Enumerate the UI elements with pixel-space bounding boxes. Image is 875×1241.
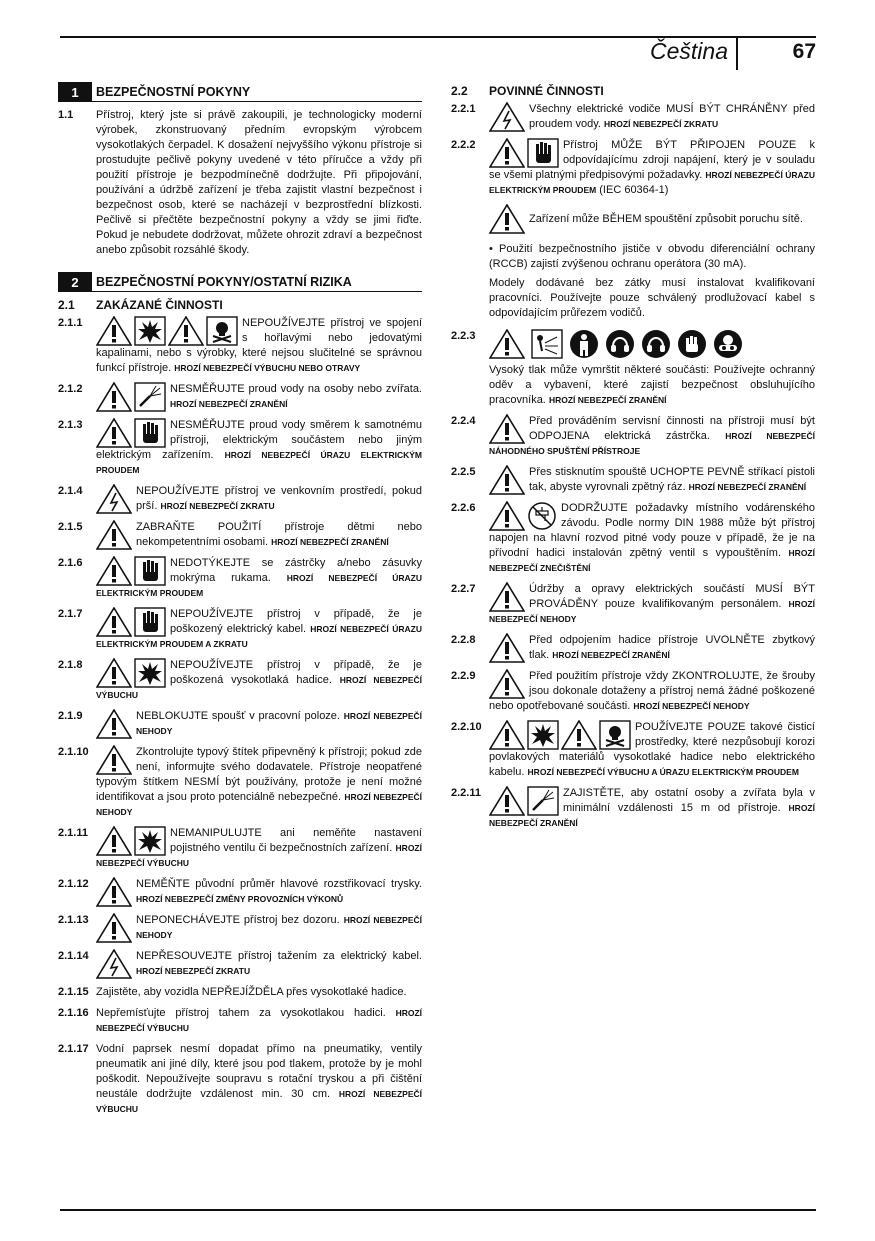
warning-icon — [561, 720, 597, 750]
item-2-2-9 — [451, 669, 815, 714]
explosion-icon — [134, 658, 166, 688]
footer-rule — [60, 1209, 816, 1211]
electric-hand-icon — [527, 138, 559, 168]
subsection-number: 2.1 — [58, 298, 75, 312]
flying-debris-icon — [531, 329, 563, 359]
hazard-note: HROZÍ NEBEZPEČÍ ZMĚNY PROVOZNÍCH VÝKONŮ — [136, 894, 344, 904]
item-2-2-4 — [451, 414, 815, 459]
item-network-notice — [451, 204, 815, 236]
hazard-note: HROZÍ NEBEZPEČÍ ZRANĚNÍ — [548, 395, 667, 405]
subsection-title: ZAKÁZANÉ ČINNOSTI — [96, 298, 223, 312]
item-2-2-1 — [451, 102, 815, 132]
hazard-note: HROZÍ NEBEZPEČÍ ZRANĚNÍ — [688, 482, 807, 492]
item-text: Zařízení může BĚHEM spouštění způsobit poruchu sítě. — [529, 213, 803, 225]
no-drinking-water-icon — [527, 501, 557, 531]
toxic-skull-icon — [599, 720, 631, 750]
item-number: 1.1 — [58, 109, 74, 121]
item-2-1-3 — [58, 418, 422, 478]
item-text: Nepřemísťujte přístroj tahem za vysokotlakou hadici. — [96, 1007, 386, 1019]
warning-icon — [489, 138, 525, 168]
item-number: 2.2.8 — [451, 634, 476, 646]
item-number: 2.1.9 — [58, 710, 83, 722]
item-number: 2.2.4 — [451, 415, 476, 427]
warning-icon — [96, 316, 132, 346]
item-2-1-8 — [58, 658, 422, 703]
item-text: NEMĚŇTE původní průměr hlavové rozstřikovací trysky. — [136, 878, 422, 890]
item-text: Před odpojením hadice přístroje UVOLNĚTE zbytkový tlak. — [529, 634, 815, 661]
item-2-2-11 — [451, 786, 815, 831]
hazard-note: HROZÍ NEBEZPEČÍ NEHODY — [136, 711, 422, 736]
warning-icon — [489, 414, 525, 444]
hazard-note: HROZÍ NEBEZPEČÍ ÚRAZU ELEKTRICKÝM PROUDEM — [96, 573, 422, 598]
item-number: 2.1.13 — [58, 914, 89, 926]
hazard-note: HROZÍ NEBEZPEČÍ ZRANĚNÍ — [271, 537, 389, 547]
item-number: 2.1.2 — [58, 383, 83, 395]
hazard-note: HROZÍ NEBEZPEČÍ VÝBUCHU A ÚRAZU ELEKTRICKÝM PROUDEM — [527, 767, 799, 777]
section-2-header — [58, 272, 422, 292]
language-label: Čeština — [650, 38, 728, 64]
item-2-1-13 — [58, 913, 422, 943]
warning-icon — [489, 669, 525, 699]
hazard-note: HROZÍ NEBEZPEČÍ ZRANĚNÍ — [552, 650, 670, 660]
item-2-2-6 — [451, 501, 815, 576]
hazard-note: HROZÍ NEBEZPEČÍ NEHODY — [96, 792, 423, 817]
warning-icon — [489, 465, 525, 495]
hazard-note: HROZÍ NEBEZPEČÍ ÚRAZU ELEKTRICKÝM PROUDEM — [489, 170, 815, 195]
item-text: DODRŽUJTE požadavky místního vodárenského závodu. Podle normy DIN 1988 může být přístroj napojen na hlavní rozvod pitné vody pouze v případě, že je na přívodní hadici instalován zpětný ventil s vypouštěním. — [489, 502, 815, 559]
warning-icon — [96, 709, 132, 739]
warning-icon — [96, 382, 132, 412]
electric-warning-icon — [96, 949, 132, 979]
warning-icon — [96, 520, 132, 550]
warning-icon — [96, 745, 132, 775]
item-text: NEPOUŽÍVEJTE přístroj v případě, že je poškozená vysokotlaká hadice. — [170, 659, 422, 686]
warning-icon — [489, 501, 525, 531]
item-2-2-5 — [451, 465, 815, 495]
warning-icon — [96, 913, 132, 943]
item-text: NEPONECHÁVEJTE přístroj bez dozoru. — [136, 914, 340, 926]
hazard-note: HROZÍ NEBEZPEČÍ VÝBUCHU — [96, 843, 422, 868]
item-text: Všechny elektrické vodiče MUSÍ BÝT CHRÁNĚNY před proudem vody. — [529, 103, 815, 130]
hazard-note: HROZÍ NEBEZPEČÍ VÝBUCHU NEBO OTRAVY — [174, 363, 361, 373]
item-number: 2.1.1 — [58, 317, 83, 329]
explosion-icon — [134, 826, 166, 856]
hazard-note: HROZÍ NEBEZPEČÍ ZKRATU — [604, 119, 719, 129]
subsection-title: POVINNÉ ČINNOSTI — [489, 84, 604, 98]
item-2-1-4 — [58, 484, 422, 514]
section-number: 2 — [58, 272, 92, 292]
item-text: Přes stisknutím spouště UCHOPTE PEVNĚ stříkací pistoli tak, abyste vyrovnali zpětný ráz. — [529, 466, 815, 493]
warning-icon — [489, 204, 525, 234]
hazard-note: HROZÍ NEBEZPEČÍ ÚRAZU ELEKTRICKÝM PROUDEM — [96, 450, 422, 475]
right-column — [451, 82, 815, 837]
item-2-1-1 — [58, 316, 422, 376]
hazard-note: HROZÍ NEBEZPEČÍ VÝBUCHU — [96, 1008, 423, 1033]
item-2-1-9 — [58, 709, 422, 739]
item-text: Vysoký tlak může vymrštit některé součásti: Používejte ochranný oděv a vybavení, které zajistí bezpečnost obsluhujícího pracovníka. — [489, 364, 815, 406]
item-2-1-10 — [58, 745, 422, 820]
item-number: 2.2.11 — [451, 787, 481, 799]
item-2-1-14 — [58, 949, 422, 979]
item-number: 2.1.15 — [58, 986, 89, 998]
hazard-note: HROZÍ NEBEZPEČÍ ZKRATU — [136, 966, 251, 976]
warning-icon — [96, 658, 132, 688]
item-text: Před použitím přístroje vždy ZKONTROLUJTE, že šrouby jsou dokonale dotaženy a přístroj nemá žádné poškozené nebo opotřebované součásti. — [489, 670, 815, 712]
item-text: NEPOUŽÍVEJTE přístroj v případě, že je poškozený elektrický kabel. — [170, 608, 422, 635]
item-number: 2.1.11 — [58, 827, 88, 839]
item-text: ZABRAŇTE POUŽITÍ přístroje dětmi nebo nekompetentními osobami. — [136, 521, 422, 548]
item-text: Zajistěte, aby vozidla NEPŘEJÍŽDĚLA přes vysokotlaké hadice. — [96, 986, 407, 998]
protective-suit-icon — [569, 329, 599, 359]
subsection-number: 2.2 — [451, 84, 468, 98]
item-number: 2.1.6 — [58, 557, 83, 569]
item-text: Vodní paprsek nesmí dopadat přímo na pneumatiky, ventily pneumatik ani jiné díly, které jsou pod tlakem, protože by je mohl poškodit. Nepoužívejte soupravu s rotační tryskou a při čištění neustále dodržujte vzdálenost min. 30 cm. — [96, 1043, 422, 1100]
item-number: 2.1.8 — [58, 659, 83, 671]
item-text: NEBLOKUJTE spoušť v pracovní poloze. — [136, 710, 340, 722]
ear-protection-icon — [641, 329, 671, 359]
item-text: Přístroj MŮŽE BÝT PŘIPOJEN POUZE k odpovídajícímu zdroji napájení, který je v souladu se všemi platnými předpisovými požadavky. — [489, 139, 815, 181]
warning-icon — [96, 607, 132, 637]
hazard-note: HROZÍ NEBEZPEČÍ ÚRAZU ELEKTRICKÝM PROUDEM A ZKRATU — [96, 624, 422, 649]
item-text: NEMANIPULUJTE ani neměňte nastavení pojistného ventilu či bezpečnostních zařízení. — [170, 827, 422, 854]
item-number: 2.1.10 — [58, 746, 89, 758]
warning-icon — [489, 329, 525, 359]
section-1-header — [58, 82, 422, 102]
item-2-1-2 — [58, 382, 422, 412]
item-2-2-10 — [451, 720, 815, 780]
hazard-note: HROZÍ NEBEZPEČÍ NEHODY — [489, 599, 815, 624]
item-text: NEPŘESOUVEJTE přístroj tažením za elektrický kabel. — [136, 950, 422, 962]
hazard-note: HROZÍ NEBEZPEČÍ VÝBUCHU — [96, 1089, 422, 1114]
item-number: 2.1.14 — [58, 950, 89, 962]
hazard-note: HROZÍ NEBEZPEČÍ ZRANĚNÍ — [170, 399, 288, 409]
rccb-bullet: • Použití bezpečnostního jističe v obvodu diferenciální ochrany (RCCB) zajistí zvýšenou ochranu operátora (30 mA). — [489, 243, 815, 270]
item-2-1-7 — [58, 607, 422, 652]
page-number: 67 — [792, 40, 816, 63]
item-text: POUŽÍVEJTE POUZE takové čisticí prostředky, které nezpůsobují korozi povlakových materiálů vysokotlaké hadice nebo elektrického kabelu. — [489, 721, 815, 778]
warning-icon — [96, 877, 132, 907]
item-number: 2.1.16 — [58, 1007, 89, 1019]
electric-hand-icon — [134, 556, 166, 586]
item-number: 2.1.3 — [58, 419, 83, 431]
item-number: 2.2.10 — [451, 721, 482, 733]
item-2-2-8 — [451, 633, 815, 663]
section-title: BEZPEČNOSTNÍ POKYNY — [92, 82, 422, 102]
subsection-2-2 — [451, 84, 815, 98]
item-2-2-2 — [451, 138, 815, 198]
item-number: 2.2.3 — [451, 330, 476, 342]
warning-icon — [489, 633, 525, 663]
hazard-note: HROZÍ NEBEZPEČÍ ZNEČIŠTĚNÍ — [489, 548, 815, 573]
item-2-1-15 — [58, 985, 422, 1000]
item-text: Přístroj, který jste si právě zakoupili, je technologicky moderní výrobek, zkonstruovaný předním evropským výrobcem vysokotlakých čerpadel. K dosažení nejvyššího výkonu přístroje si prostudujte pečlivě pokyny uvedené v této příručce a vždy při použití přístroje je bezpodmínečně dodržujte. Při připojování, používání a údržbě zařízení je třeba zajistit vlastní bezpečnost i bezpečnost osob, které se nacházejí v bezprostřední blízkosti. Pečlivě si přečtěte bezpečnostní pokyny a vždy se jimi řiďte. Pokud je nebudete dodržovat, můžete ohrozit zdraví a bezpečnost anebo způsobit rozsáhlé škody. — [96, 109, 422, 256]
warning-icon — [168, 316, 204, 346]
item-number: 2.2.2 — [451, 139, 476, 151]
warning-icon — [489, 582, 525, 612]
item-number: 2.1.5 — [58, 521, 83, 533]
gloves-icon — [677, 329, 707, 359]
standard-ref: (IEC 60364-1) — [599, 184, 669, 196]
warning-icon — [96, 826, 132, 856]
item-2-1-11 — [58, 826, 422, 871]
item-text: NEPOUŽÍVEJTE přístroj ve venkovním prostředí, pokud prší. — [136, 485, 422, 512]
toxic-skull-icon — [206, 316, 238, 346]
item-2-2-7 — [451, 582, 815, 627]
hazard-note: HROZÍ NEBEZPEČÍ ZKRATU — [160, 501, 275, 511]
hazard-note: HROZÍ NEBEZPEČÍ NÁHODNÉHO SPUŠTĚNÍ PŘÍSTROJE — [489, 431, 815, 456]
item-number: 2.1.12 — [58, 878, 89, 890]
goggles-icon — [713, 329, 743, 359]
spray-person-icon — [527, 786, 559, 816]
explosion-icon — [134, 316, 166, 346]
warning-icon — [489, 786, 525, 816]
electric-hand-icon — [134, 607, 166, 637]
item-number: 2.1.17 — [58, 1043, 89, 1055]
item-2-1-6 — [58, 556, 422, 601]
item-1-1 — [58, 108, 422, 258]
section-number: 1 — [58, 82, 92, 102]
header-divider — [736, 38, 738, 70]
item-number: 2.1.4 — [58, 485, 83, 497]
hazard-note: HROZÍ NEBEZPEČÍ NEHODY — [136, 915, 423, 940]
item-text: ZAJISTĚTE, aby ostatní osoby a zvířata byla v minimální vzdálenosti 15 m od přístroje. — [563, 787, 815, 814]
electric-hand-icon — [134, 418, 166, 448]
warning-icon — [96, 556, 132, 586]
item-2-1-16 — [58, 1006, 422, 1036]
item-number: 2.2.7 — [451, 583, 476, 595]
item-text: NESMĚŘUJTE proud vody směrem k samotnému přístroji, elektrickým součástem nebo jiným elektrickým zařízením. — [96, 419, 422, 461]
item-text: Před prováděním servisní činnosti na přístroji musí být ODPOJENA elektrická zástrčka. — [529, 415, 815, 442]
explosion-icon — [527, 720, 559, 750]
item-text: Zkontrolujte typový štítek připevněný k přístroji; pokud zde není, informujte svého dodavatele. Přístroje neopatřené typovým štítkem NESMÍ být používány, protože je není možné identifikovat a jsou proto potenciálně nebezpečné. — [96, 746, 422, 803]
item-2-1-12 — [58, 877, 422, 907]
item-text: NEPOUŽÍVEJTE přístroj ve spojení s hořlavými nebo jedovatými kapalinami, nebo s výrobky, které nejsou slučitelné se správnou funkcí přístroje. — [96, 317, 422, 374]
electric-warning-icon — [489, 102, 525, 132]
item-2-1-5 — [58, 520, 422, 550]
item-number: 2.2.1 — [451, 103, 476, 115]
item-2-2-3 — [451, 329, 815, 408]
item-number: 2.1.7 — [58, 608, 83, 620]
electric-warning-icon — [96, 484, 132, 514]
left-column — [58, 82, 422, 1123]
item-number: 2.2.5 — [451, 466, 476, 478]
warning-icon — [96, 418, 132, 448]
item-text: Údržby a opravy elektrických součástí MUSÍ BÝT PROVÁDĚNY pouze kvalifikovaným personálem. — [529, 583, 815, 610]
section-title: BEZPEČNOSTNÍ POKYNY/OSTATNÍ RIZIKA — [92, 272, 422, 292]
subsection-2-1 — [58, 298, 422, 312]
spray-person-icon — [134, 382, 166, 412]
hazard-note: HROZÍ NEBEZPEČÍ ZRANĚNÍ — [489, 803, 815, 828]
extension-cable-note: Modely dodávané bez zátky musí instalovat kvalifikovaní pracovníci. Používejte pouze schválený prodlužovací kabel s odpovídajícím průřezem vodičů. — [489, 277, 815, 319]
item-number: 2.2.6 — [451, 502, 476, 514]
hazard-note: HROZÍ NEBEZPEČÍ VÝBUCHU — [96, 675, 423, 700]
item-number: 2.2.9 — [451, 670, 476, 682]
hazard-note: HROZÍ NEBEZPEČÍ NEHODY — [633, 701, 750, 711]
item-text: NEDOTÝKEJTE se zástrčky a/nebo zásuvky mokrýma rukama. — [170, 557, 422, 584]
warning-icon — [489, 720, 525, 750]
ear-protection-icon — [605, 329, 635, 359]
item-text: NESMĚŘUJTE proud vody na osoby nebo zvířata. — [170, 383, 422, 395]
item-2-1-17 — [58, 1042, 422, 1117]
